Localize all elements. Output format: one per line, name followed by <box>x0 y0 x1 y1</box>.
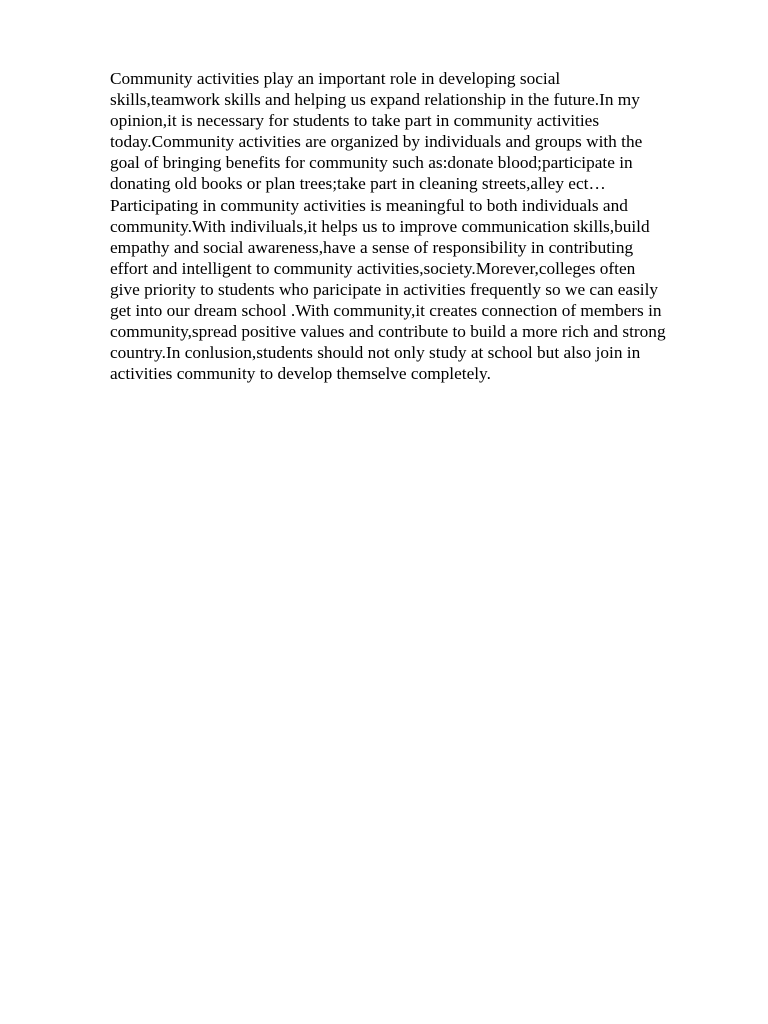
paragraph-line: give priority to students who paricipate in activities frequently so we can easily <box>110 279 659 299</box>
essay-paragraph <box>110 68 710 384</box>
paragraph-line: Community activities play an important role in developing social <box>110 69 561 88</box>
paragraph-line: community,spread positive values and contribute to build a more rich and strong <box>110 322 666 342</box>
paragraph-line: effort and intelligent to community activities,society.Morever,colleges often <box>110 258 636 278</box>
paragraph-line: opinion,it is necessary for students to take part in community activities <box>110 111 600 131</box>
paragraph-line: Participating in community activities is meaningful to both individuals and <box>110 195 628 215</box>
paragraph-line: skills,teamwork skills and helping us expand relationship in the future.In my <box>110 90 640 110</box>
paragraph-line: get into our dream school .With community,it creates connection of members in <box>110 301 662 321</box>
paragraph-line: donating old books or plan trees;take part in cleaning streets,alley ect… <box>110 174 606 194</box>
paragraph-line: today.Community activities are organized by individuals and groups with the <box>110 132 643 152</box>
paragraph-line: country.In conlusion,students should not only study at school but also join in <box>110 343 641 363</box>
paragraph-line: activities community to develop themselve completely. <box>110 364 491 384</box>
paragraph-line: community.With indiviluals,it helps us to improve communication skills,build <box>110 216 650 236</box>
paragraph-line: goal of bringing benefits for community such as:donate blood;participate in <box>110 153 633 173</box>
paragraph-line: empathy and social awareness,have a sense of responsibility in contributing <box>110 237 634 257</box>
